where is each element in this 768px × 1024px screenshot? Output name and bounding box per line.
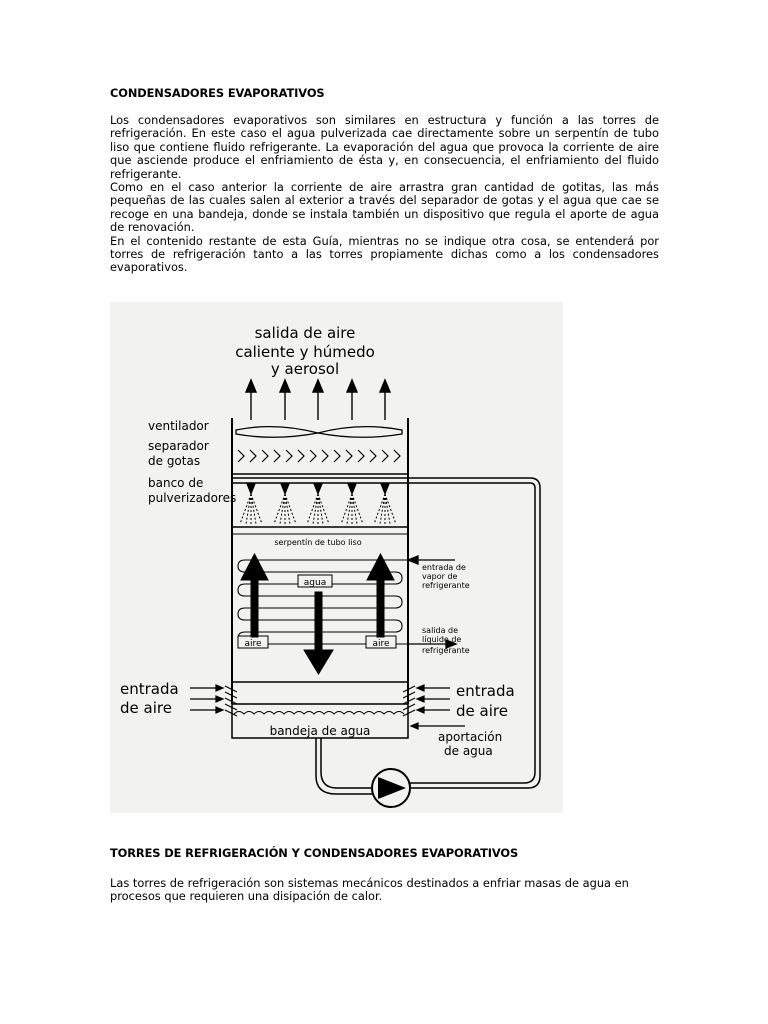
paragraph-1: Los condensadores evaporativos son similares en estructura y función a las torres de refrigeración. En este caso el agua pulverizada cae directamente sobre un serpentín de tubo liso que contiene fluido refrigerante. La evaporación del agua que provoca la corriente de aire que asciende produce el enfriamiento de ésta y, en consecuencia, el enfriamiento del fluido refrigerante. bbox=[110, 113, 659, 181]
label-banco-2: pulverizadores bbox=[148, 491, 237, 505]
water-down-arrow bbox=[304, 592, 333, 674]
label-bandeja: bandeja de agua bbox=[269, 724, 371, 738]
label-aire-left-box: aire bbox=[244, 639, 262, 649]
section-title-condensadores: CONDENSADORES EVAPORATIVOS bbox=[110, 86, 325, 100]
section-body-torres bbox=[110, 877, 659, 904]
label-entrada-vapor-2: vapor de bbox=[422, 572, 458, 581]
evaporative-condenser-diagram bbox=[110, 302, 563, 813]
label-salida-aire-2: caliente y húmedo bbox=[235, 343, 375, 361]
label-ventilador: ventilador bbox=[148, 419, 209, 433]
fan-icon bbox=[236, 427, 402, 438]
label-entrada-aire-left-2: de aire bbox=[120, 699, 172, 717]
section-body-condensadores bbox=[110, 114, 659, 275]
spray-nozzles bbox=[240, 484, 396, 524]
label-entrada-aire-right-2: de aire bbox=[456, 702, 508, 720]
paragraph-2: Como en el caso anterior la corriente de aire arrastra gran cantidad de gotitas, las más pequeñas de las cuales salen al exterior a través del separador de gotas y el agua que cae se recoge en una bandeja, donde se instala también un dispositivo que regula el aporte de agua de renovación. bbox=[110, 180, 659, 235]
label-salida-liquido-2: líquido de bbox=[422, 635, 462, 644]
label-salida-aire-3: y aerosol bbox=[270, 360, 340, 378]
label-aportacion-1: aportación bbox=[438, 730, 503, 744]
paragraph-torres: Las torres de refrigeración son sistemas mecánicos destinados a enfriar masas de agua en procesos que requieren una disipación de calor. bbox=[110, 876, 629, 904]
paragraph-3: En el contenido restante de esta Guía, mientras no se indique otra cosa, se entenderá por torres de refrigeración tanto a las torres propiamente dichas como a los condensadores evaporativos. bbox=[110, 233, 659, 275]
label-entrada-aire-right-1: entrada bbox=[456, 682, 515, 700]
label-entrada-vapor-1: entrada de bbox=[422, 563, 466, 572]
pump-icon bbox=[372, 769, 410, 807]
drift-eliminator bbox=[238, 450, 400, 462]
label-salida-aire-1: salida de aire bbox=[254, 324, 356, 342]
label-aportacion-2: de agua bbox=[444, 744, 493, 758]
label-salida-liquido-3: refrigerante bbox=[422, 646, 470, 655]
label-aire-right-box: aire bbox=[372, 639, 390, 649]
exhaust-arrows bbox=[246, 380, 390, 420]
label-agua-box: agua bbox=[303, 578, 327, 588]
label-salida-liquido-1: salida de bbox=[422, 626, 459, 635]
label-serpentin: serpentín de tubo liso bbox=[274, 538, 362, 547]
label-banco-1: banco de bbox=[148, 476, 204, 490]
label-separador-1: separador bbox=[148, 439, 209, 453]
label-separador-2: de gotas bbox=[148, 454, 201, 468]
label-entrada-vapor-3: refrigerante bbox=[422, 581, 470, 590]
water-surface bbox=[234, 712, 404, 715]
label-entrada-aire-left-1: entrada bbox=[120, 680, 179, 698]
section-title-torres: TORRES DE REFRIGERACIÓN Y CONDENSADORES EVAPORATIVOS bbox=[110, 846, 519, 860]
